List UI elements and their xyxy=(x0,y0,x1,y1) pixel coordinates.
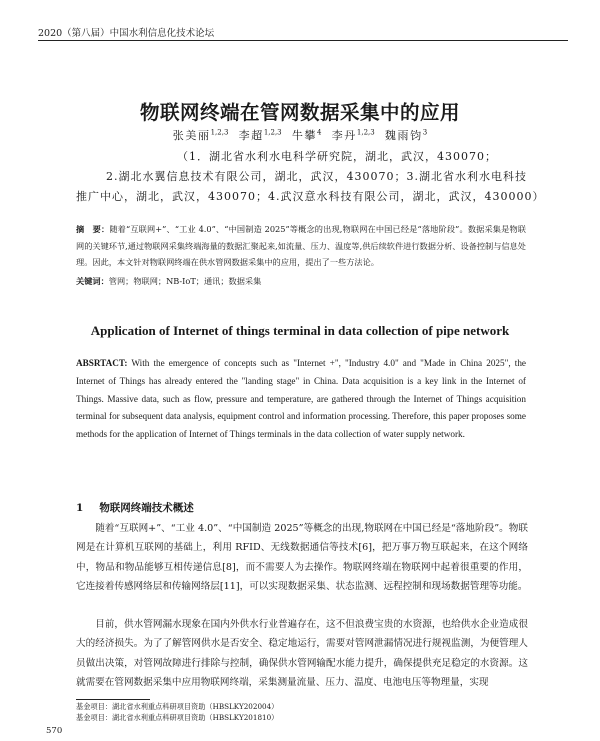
keywords-cn xyxy=(76,276,261,287)
abstract-cn-text: 随着“互联网+”、“工业 4.0”、“中国制造 2025”等概念的出现,物联网在中国已经是“落地阶段”。数据采集是物联网的关键环节,通过物联网采集终端海量的数据汇聚起来,如流量、压力、温度等,供后续软件进行数据分析、设备控制与信息处理。因此，本文针对物联网终端在供水管网数据采集中的应用，提出了一些方法论。 xyxy=(76,224,526,267)
author-name: 李丹 xyxy=(331,129,357,142)
author-affil-mark: 1,2,3 xyxy=(210,128,229,137)
abstract-cn xyxy=(76,221,526,271)
author-name: 李超 xyxy=(238,129,264,142)
abstract-en-text: With the emergence of concepts such as "Internet +", "Industry 4.0" and "Made in China 2025", the Internet of Things has already entered the "landing stage" in China. Data acquisition is a key link in the Internet of Things. Massive data, such as flow, pressure and temperature, are gathered through the Internet of Things acquisition terminal for subsequent data analysis, equipment control and information processing. Therefore, this paper proposes some methods for the application of Internet of Things terminals in the data collection of water supply network. xyxy=(76,358,526,440)
author-list xyxy=(0,127,600,143)
footnote: 基金项目：湖北省水利重点科研项目资助（HBSLKY202004） xyxy=(76,702,279,711)
abstract-en-label: ABSRTACT: xyxy=(76,358,128,368)
author-affil-mark: 1,2,3 xyxy=(263,128,282,137)
author-affil-mark: 1,2,3 xyxy=(356,128,375,137)
author-name: 魏雨钧 xyxy=(384,129,423,142)
author-affil-mark: 4 xyxy=(317,128,322,137)
abstract-cn-label: 摘 要： xyxy=(76,224,110,234)
footnote: 基金项目：湖北省水利重点科研项目资助（HBSLKY201810） xyxy=(76,713,279,722)
running-header: 2020（第八届）中国水利信息化技术论坛 xyxy=(38,28,215,39)
section-heading xyxy=(76,500,194,515)
affiliation-line: 2.湖北水翼信息技术有限公司，湖北，武汉，430070；3.湖北省水利水电科技 xyxy=(106,170,527,183)
keywords-cn-label: 关键词： xyxy=(76,276,109,286)
abstract-en xyxy=(76,355,526,444)
keywords-cn-text: 管网；物联网；NB-IoT；通讯；数据采集 xyxy=(108,276,262,286)
author-affil-mark: 3 xyxy=(422,128,428,137)
author-name: 张美丽 xyxy=(172,129,211,142)
section-title: 物联网终端技术概述 xyxy=(99,502,194,514)
body-paragraph: 目前，供水管网漏水现象在国内外供水行业普遍存在，这不但浪费宝贵的水资源，也给供水企业造成很大的经济损失。为了了解管网供水是否安全、稳定地运行，需要对管网泄漏情况进行规视监测，为便管理人员做出决策，对管网故障进行排除与控制，确保供水管网输配水能力提升，确保提供充足稳定的水资源。这就需要在管网数据采集中应用物联网终端，采集测量流量、压力、温度、电池电压等物理量，实现 xyxy=(76,619,528,689)
footnote-rule xyxy=(76,699,150,700)
page-number: 570 xyxy=(46,726,63,736)
header-rule xyxy=(38,40,568,41)
section-number: 1 xyxy=(76,502,84,514)
affiliation-line: 推广中心，湖北，武汉，430070；4.武汉意水科技有限公司，湖北，武汉，430000） xyxy=(76,190,545,203)
affiliation-line: （1．湖北省水利水电科学研究院，湖北，武汉，430070； xyxy=(177,150,497,163)
author-name: 牛攀 xyxy=(291,129,318,142)
paper-title-en: Application of Internet of things terminal in data collection of pipe network xyxy=(90,323,510,338)
body-paragraph: 随着“互联网+”、“工业 4.0”、“中国制造 2025”等概念的出现,物联网在中国已经是“落地阶段”。物联网是在计算机互联网的基础上，利用 RFID、无线数据通信等技术[6]，把万事万物互联起来，在这个网络中，物品和物品能够互相传递信息[8]，而不需要人为去操作。物联网终端在物联网中起着很重要的作用，它连接着传感网络层和传输网络层[11]，可以实现数据采集、状态监测、远程控制和现场数据管理等功能。 xyxy=(76,523,528,593)
paper-title-cn: 物联网终端在管网数据采集中的应用 xyxy=(139,101,460,124)
